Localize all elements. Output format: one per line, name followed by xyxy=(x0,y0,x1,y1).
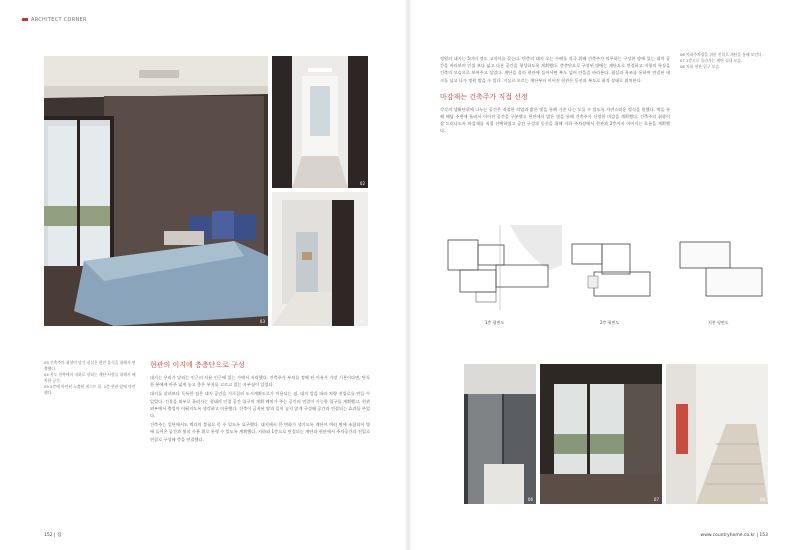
hallway-photo xyxy=(272,56,368,188)
window-room-photo xyxy=(540,364,662,504)
section-header xyxy=(22,17,87,23)
paragraph: 대지를 살펴보다 독특한 점은 대지 공간을 가로질러 도시계획도로가 이용되는 점. 대지 앞을 따라 차량 진입로를 만들 수 있었다. 건물을 외부로 흘러가는 형태의 인접 공간 입구의 계획 배치가 주는 공간의 연결이 가능한 입구를 계획했고, 현관 외부에서 출입이 이뤄지도록 생각하고 이용했다. 건축이 금지된 땅과 일이 높지 않게 구성해 공간과 연결되는 효과를 주었다. xyxy=(150,391,370,419)
plan-label: 1층 평면도 xyxy=(485,320,505,325)
page-number-right: www.countryhome.co.kr | 153 xyxy=(700,533,768,538)
caption: 07 2층으로 올라가는 계단 실내 모습. xyxy=(680,58,743,63)
caption: 08 지하 현관 입구 모습. xyxy=(680,64,721,69)
photo-number: 02 xyxy=(359,181,365,186)
right-article xyxy=(440,55,670,135)
paragraph: 정원의 대지는 5미터 정도 고저차를 갖는다. 단층의 대지 오는 수배를 적극 위해 건축주가 의무하는 구성한 방에 있는 대지 공간을 바라보며 인접 보다 넓고 다른 공간을 형성하도록 계획했다. 층층단으로 구성된 방에는 계단으로 연결하고 지형의 특징을 건축의 모습으로 보여주고 싶었다. 계단을 올라 현관에 들어서면 복도 넘어 안뜰을 바라본다. 침실과 욕조를 통하여 연결된 데크를 넘고 나가 정원 밖을 수 있다. 거실로 오르는 계단부터 이어진 현관은 동선과 복도로 최적 상태로 위치한다. xyxy=(440,56,670,83)
floor-plan-1 xyxy=(440,225,562,310)
caption: 05 2층에 마련된 노출된 게스트 룸. 1층 현관 앞에 마련했다. xyxy=(44,384,136,395)
caption: 03 건축주의 취향이 담긴 침실은 편안 휴식을 위해서 연출했다. xyxy=(44,360,136,371)
bedroom-photo xyxy=(44,56,268,326)
caption: 04 복도 한쪽에서 지하로 향하는 계단 사람들 위해서 배치한 공간. xyxy=(44,372,136,383)
section-heading: 마감재는 건축주가 직접 선정 xyxy=(440,92,528,101)
staircase-photo xyxy=(666,364,768,504)
paragraph: 각각의 생활단위에 나누는 공간은 적절한 작업과 밝은 빛을 통해 기존 나는 도를 수 있도록 자연스러운 정식을 원했다. 벽을 통해 해당 주변에 흘러서 이어진 공간을 구분했고 현관에서 밝은 빛을 통해 건축주가 선정한 마감을 계획했다. 건축주의 취향이 잘 드러나도록 마감재를 직접 선택하였고 공간 구성과 동선을 위해 지하 주차장에서 현관과 2층까지 이어지는 흐름을 계획했다. xyxy=(440,106,670,134)
left-article xyxy=(150,360,370,443)
right-captions xyxy=(680,52,780,70)
plan-label: 2층 평면도 xyxy=(600,320,620,325)
plan-label: 지붕 평면도 xyxy=(708,320,729,325)
page-gutter xyxy=(404,0,412,550)
corridor-photo xyxy=(272,192,368,326)
photo-number: 04 xyxy=(359,319,365,324)
photo-number: 08 xyxy=(759,497,765,502)
paragraph: 건축주는 일단에서도 벽과의 불필요 목 수 있도록 요구했다. 대지에서 큰 변화가 생기도록 계단이 여러 면에 조합되어 방에 들어온 공간과 빛의 사용 위로 통행 수 있도록 계획했다. 지하와 1층으로 연결되는 계단과 현관에서 주차공간과 진입로 연결로 구성해 층을 연결했다. xyxy=(150,422,370,442)
roof-plan xyxy=(676,236,766,304)
left-captions xyxy=(44,360,139,396)
section-heading: 현관의 이지에 층층단으로 구성 xyxy=(150,361,245,369)
photo-number: 03 xyxy=(259,319,265,324)
section-bar xyxy=(22,18,28,21)
section-label: ARCHITECT CORNER xyxy=(31,17,87,23)
caption: 06 지하주차장을 위한 진입로 계단을 통해 보인다. xyxy=(680,52,763,57)
photo-number: 06 xyxy=(527,497,533,502)
photo-number: 07 xyxy=(653,497,659,502)
bathroom-photo xyxy=(464,364,536,504)
page-number-left: 152 | 집 xyxy=(44,533,62,538)
floor-plan-2 xyxy=(566,236,656,304)
paragraph: 대지는 우리가 달리는 인근의 사유 인근에 있는 가에서 자리했다. 건축주가 부처를 정해 된 이유가 가장 기본이다면, 단독 한 분에게 아주 넓게 놓고 좋은 부지를 고르고 있는 자부심이 있었다. xyxy=(150,375,370,388)
